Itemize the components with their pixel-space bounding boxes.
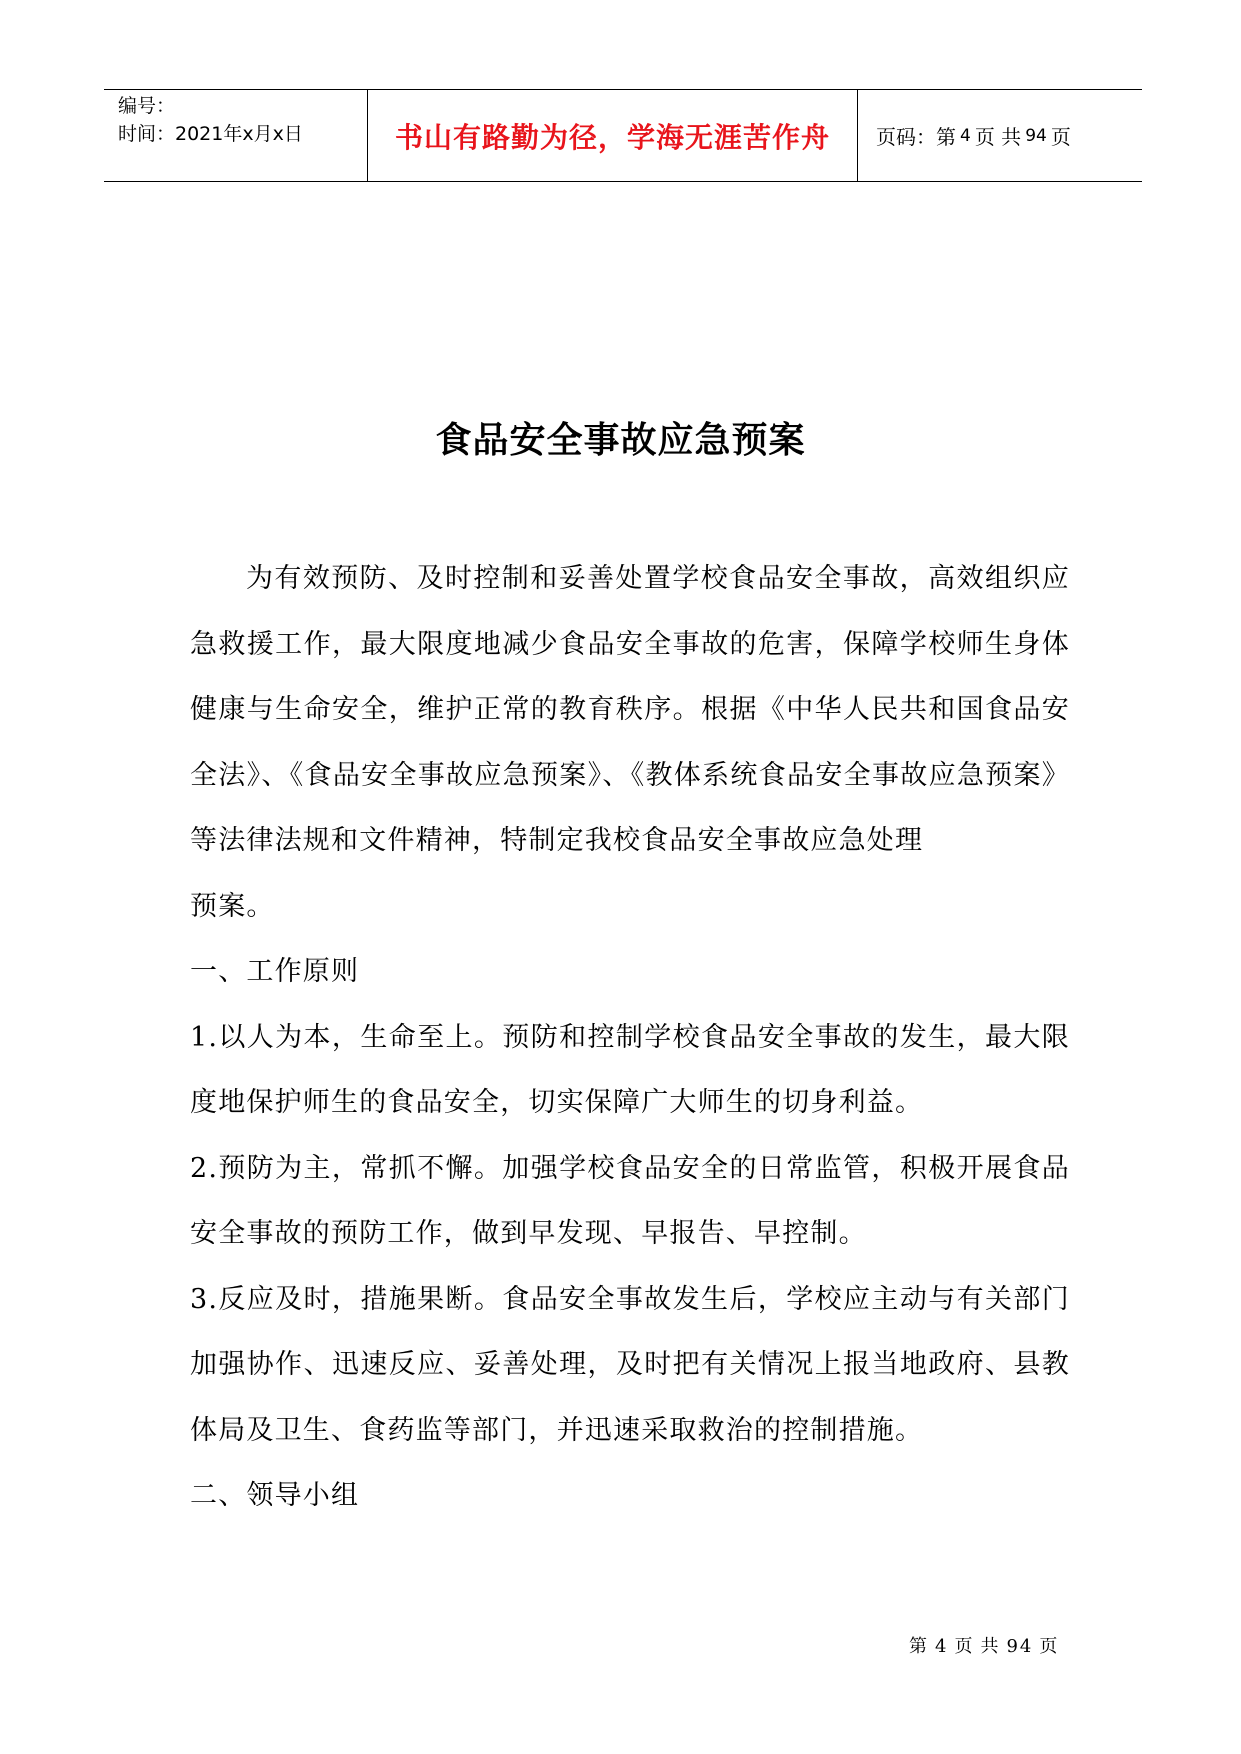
footer-suffix: 页 (1039, 1636, 1060, 1657)
footer-prefix: 第 (909, 1636, 929, 1657)
header-info-cell (104, 90, 368, 181)
principle-item-1: 1.以人为本，生命至上。预防和控制学校食品安全事故的发生，最大限度地保护师生的食品安全，切实保障广大师生的切身利益。 (190, 1021, 1070, 1118)
page-footer (906, 1632, 1062, 1658)
header-page-suffix: 页 (1050, 125, 1071, 149)
principle-item-3: 3.反应及时，措施果断。食品安全事故发生后，学校应主动与有关部门加强协作、迅速反应、妥善处理，及时把有关情况上报当地政府、县教体局及卫生、食药监等部门，并迅速采取救治的控制措施。 (190, 1283, 1070, 1446)
document-time-label: 时间：2021年x月x日 (118, 123, 303, 145)
header-page-total: 94 (1025, 125, 1047, 146)
header-motto: 书山有路勤为径，学海无涯苦作舟 (368, 90, 858, 181)
footer-page-total: 94 (1006, 1636, 1034, 1657)
header-page-current: 4 (960, 125, 971, 146)
page-header (104, 89, 1142, 182)
principle-item-2: 2.预防为主，常抓不懈。加强学校食品安全的日常监管，积极开展食品安全事故的预防工作，做到早发现、早报告、早控制。 (190, 1152, 1070, 1249)
document-number-label: 编号： (118, 95, 176, 117)
header-page-info (858, 90, 1142, 181)
section-heading-principles: 一、工作原则 (190, 956, 360, 987)
document-title: 食品安全事故应急预案 (435, 420, 806, 461)
paragraph-intro-end: 预案。 (190, 890, 275, 922)
section-heading-leadership: 二、领导小组 (190, 1480, 360, 1511)
footer-page-label: 页 (954, 1636, 975, 1657)
document-body (190, 546, 1070, 1529)
paragraph-intro: 为有效预防、及时控制和妥善处置学校食品安全事故，高效组织应急救援工作，最大限度地减少食品安全事故的危害，保障学校师生身体健康与生命安全，维护正常的教育秩序。根据《中华人民共和国食品安全法》、《食品安全事故应急预案》、《教体系统食品安全事故应急预案》等法律法规和文件精神，特制定我校食品安全事故应急处理 (190, 563, 1070, 856)
footer-total-label: 共 (980, 1636, 1001, 1657)
header-page-prefix: 页码：第 (876, 125, 956, 149)
footer-page-current: 4 (935, 1636, 949, 1657)
header-page-mid: 页 共 (974, 125, 1022, 149)
